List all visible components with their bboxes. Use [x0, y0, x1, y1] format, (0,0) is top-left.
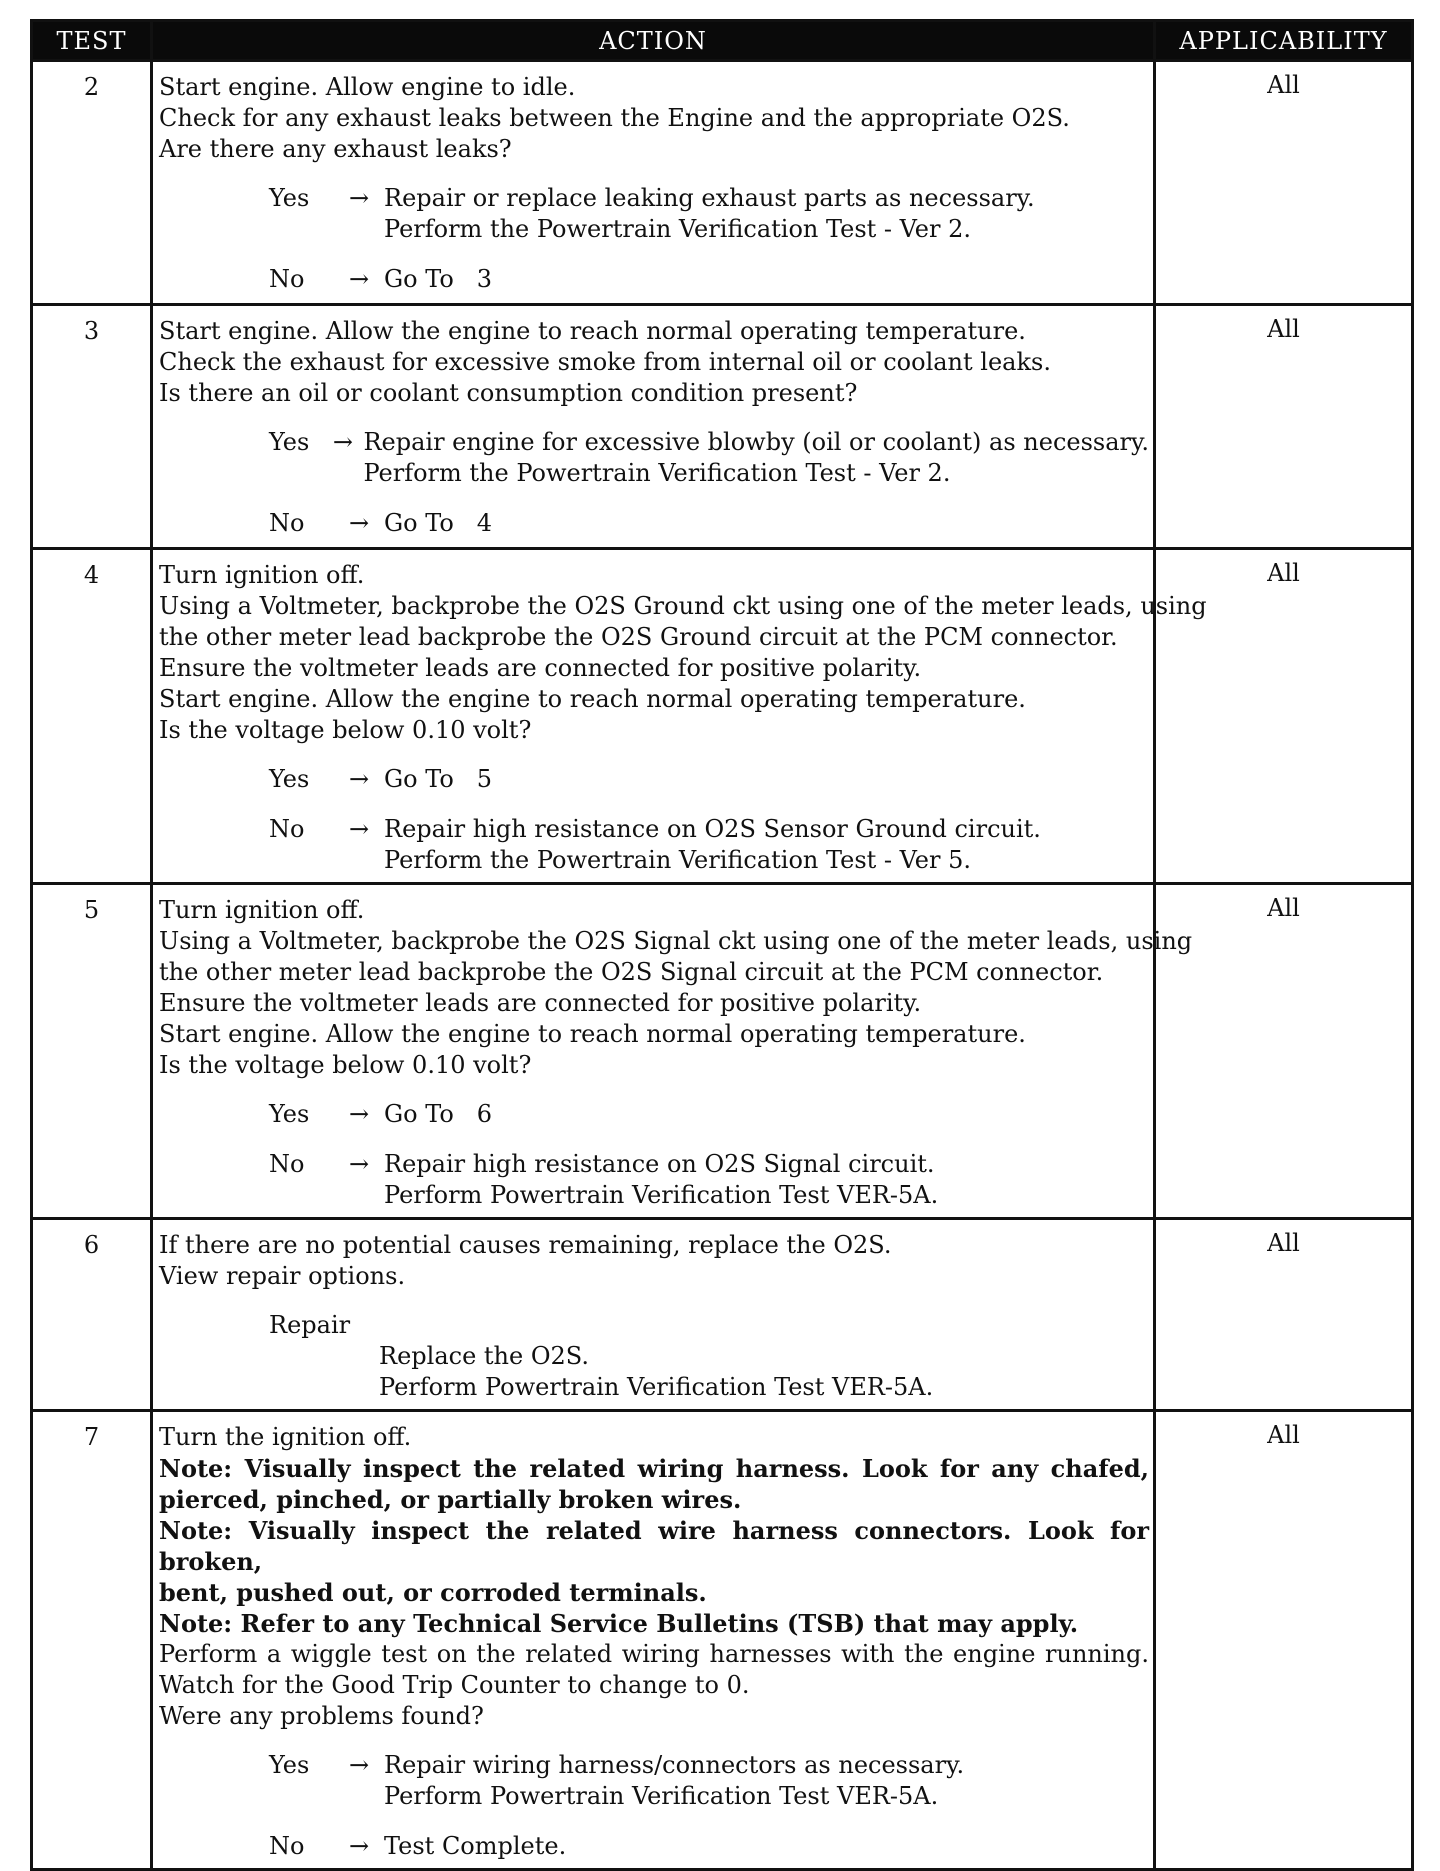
arrow-icon: → — [348, 1150, 370, 1178]
action-line: If there are no potential causes remaining, replace the O2S. — [159, 1231, 892, 1259]
arrow-icon: → — [348, 765, 370, 793]
action-line: Turn ignition off. — [159, 896, 365, 924]
branch-result — [384, 183, 1149, 245]
no-branch — [159, 508, 1149, 539]
yes-branch — [159, 427, 1149, 489]
action-line: Start engine. Allow the engine to reach normal operating temperature. — [159, 1020, 1026, 1048]
result-line: Perform Powertrain Verification Test VER-5A. — [384, 1782, 939, 1810]
test-number: 5 — [32, 884, 152, 1219]
result-line: Test Complete. — [384, 1832, 567, 1860]
action-line: Ensure the voltmeter leads are connected for positive polarity. — [159, 654, 922, 682]
arrow-icon: → — [348, 1100, 370, 1128]
branch-result — [384, 814, 1149, 876]
result-line: Perform Powertrain Verification Test VER-5A. — [379, 1373, 934, 1401]
yes-branch — [159, 764, 1149, 795]
action-line: Check for any exhaust leaks between the Engine and the appropriate O2S. — [159, 104, 1070, 132]
action-line: Is the voltage below 0.10 volt? — [159, 1051, 532, 1079]
repair-options — [159, 1341, 1149, 1403]
result-line: Perform the Powertrain Verification Test - Ver 2. — [384, 215, 972, 243]
test-number: 6 — [32, 1219, 152, 1411]
result-line: Go To 4 — [384, 509, 492, 537]
header-applicability: APPLICABILITY — [1155, 21, 1413, 61]
yes-branch — [159, 1750, 1149, 1812]
arrow-icon: → — [332, 428, 353, 456]
no-label: No — [269, 509, 305, 537]
action-line: Is there an oil or coolant consumption condition present? — [159, 379, 858, 407]
result-line: Repair wiring harness/connectors as necessary. — [384, 1751, 965, 1779]
result-line: Go To 3 — [384, 265, 492, 293]
branch-result — [384, 1149, 1149, 1211]
result-line: Perform the Powertrain Verification Test - Ver 2. — [363, 459, 951, 487]
arrow-icon: → — [348, 184, 370, 212]
no-label: No — [269, 265, 305, 293]
result-line: Repair high resistance on O2S Sensor Ground circuit. — [384, 815, 1041, 843]
action-line: View repair options. — [159, 1262, 406, 1290]
arrow-icon: → — [348, 1751, 370, 1779]
action-line: Turn ignition off. — [159, 561, 365, 589]
action-line: Start engine. Allow the engine to reach normal operating temperature. — [159, 685, 1026, 713]
applicability-value: All — [1155, 305, 1413, 549]
table-row — [32, 61, 1413, 305]
action-line: Using a Voltmeter, backprobe the O2S Ground ckt using one of the meter leads, using — [159, 592, 1207, 620]
action-line: Check the exhaust for excessive smoke from internal oil or coolant leaks. — [159, 348, 1051, 376]
arrow-icon: → — [348, 1832, 370, 1860]
result-line: Perform the Powertrain Verification Test - Ver 5. — [384, 846, 972, 874]
no-branch — [159, 264, 1149, 295]
applicability-value: All — [1155, 1411, 1413, 1870]
action-cell — [152, 1411, 1155, 1870]
no-branch — [159, 1149, 1149, 1211]
test-number: 3 — [32, 305, 152, 549]
arrow-icon: → — [348, 509, 370, 537]
result-line: Go To 6 — [384, 1100, 492, 1128]
yes-label: Yes — [269, 184, 310, 212]
header-action: ACTION — [152, 21, 1155, 61]
applicability-value: All — [1155, 884, 1413, 1219]
result-line: Repair or replace leaking exhaust parts as necessary. — [384, 184, 1035, 212]
no-branch — [159, 814, 1149, 876]
header-test: TEST — [32, 21, 152, 61]
branch-result — [384, 1831, 1149, 1862]
applicability-value: All — [1155, 1219, 1413, 1411]
yes-label: Yes — [269, 1100, 310, 1128]
action-cell — [152, 549, 1207, 884]
yes-branch — [159, 183, 1149, 245]
no-branch — [159, 1831, 1149, 1862]
diagnostic-table — [30, 19, 1414, 1871]
arrow-icon: → — [348, 815, 370, 843]
test-number: 7 — [32, 1411, 152, 1870]
result-line: Repair high resistance on O2S Signal circuit. — [384, 1150, 935, 1178]
branch-result — [384, 1099, 1149, 1130]
table-row — [32, 1219, 1413, 1411]
note-line: bent, pushed out, or corroded terminals. — [159, 1578, 707, 1607]
note-line: Note: Visually inspect the related wiring harness. Look for any chafed, — [159, 1454, 1149, 1483]
action-line: Using a Voltmeter, backprobe the O2S Signal ckt using one of the meter leads, using — [159, 927, 1193, 955]
table-row — [32, 884, 1413, 1219]
table-header-row — [32, 21, 1413, 61]
action-cell — [152, 1219, 1155, 1411]
action-line: Ensure the voltmeter leads are connected for positive polarity. — [159, 989, 922, 1017]
branch-result — [384, 764, 1149, 795]
table-row — [32, 1411, 1413, 1870]
action-line: Turn the ignition off. — [159, 1423, 412, 1451]
branch-result — [384, 264, 1149, 295]
action-line: the other meter lead backprobe the O2S Signal circuit at the PCM connector. — [159, 958, 1104, 986]
result-line: Go To 5 — [384, 765, 492, 793]
table-row — [32, 549, 1413, 884]
action-cell — [152, 61, 1155, 305]
diagnostic-table-sheet — [30, 19, 1411, 1871]
action-line: Were any problems found? — [159, 1702, 484, 1730]
test-number: 2 — [32, 61, 152, 305]
action-cell — [152, 884, 1193, 1219]
yes-branch — [159, 1099, 1149, 1130]
action-line: Start engine. Allow engine to idle. — [159, 73, 576, 101]
branch-result — [363, 427, 1149, 489]
applicability-value: All — [1155, 549, 1413, 884]
action-line: Perform a wiggle test on the related wiring harnesses with the engine running. — [159, 1640, 1149, 1668]
action-cell — [152, 305, 1155, 549]
no-label: No — [269, 815, 305, 843]
action-line: Start engine. Allow the engine to reach normal operating temperature. — [159, 317, 1026, 345]
yes-label: Yes — [269, 765, 310, 793]
note-line: pierced, pinched, or partially broken wires. — [159, 1485, 742, 1514]
result-line: Perform Powertrain Verification Test VER-5A. — [384, 1181, 939, 1209]
action-line: the other meter lead backprobe the O2S Ground circuit at the PCM connector. — [159, 623, 1118, 651]
no-label: No — [269, 1150, 305, 1178]
applicability-value: All — [1155, 61, 1413, 305]
repair-label: Repair — [269, 1311, 351, 1339]
yes-label: Yes — [269, 428, 310, 456]
arrow-icon: → — [348, 265, 370, 293]
action-line: Are there any exhaust leaks? — [159, 135, 512, 163]
test-number: 4 — [32, 549, 152, 884]
note-line: Note: Visually inspect the related wire harness connectors. Look for broken, — [159, 1516, 1149, 1576]
branch-result — [384, 1750, 1149, 1812]
branch-result — [384, 508, 1149, 539]
action-line: Is the voltage below 0.10 volt? — [159, 716, 532, 744]
table-row — [32, 305, 1413, 549]
action-line: Watch for the Good Trip Counter to change to 0. — [159, 1671, 750, 1699]
result-line: Replace the O2S. — [379, 1342, 589, 1370]
yes-label: Yes — [269, 1751, 310, 1779]
result-line: Repair engine for excessive blowby (oil or coolant) as necessary. — [363, 428, 1149, 456]
no-label: No — [269, 1832, 305, 1860]
note-line: Note: Refer to any Technical Service Bulletins (TSB) that may apply. — [159, 1609, 1079, 1638]
